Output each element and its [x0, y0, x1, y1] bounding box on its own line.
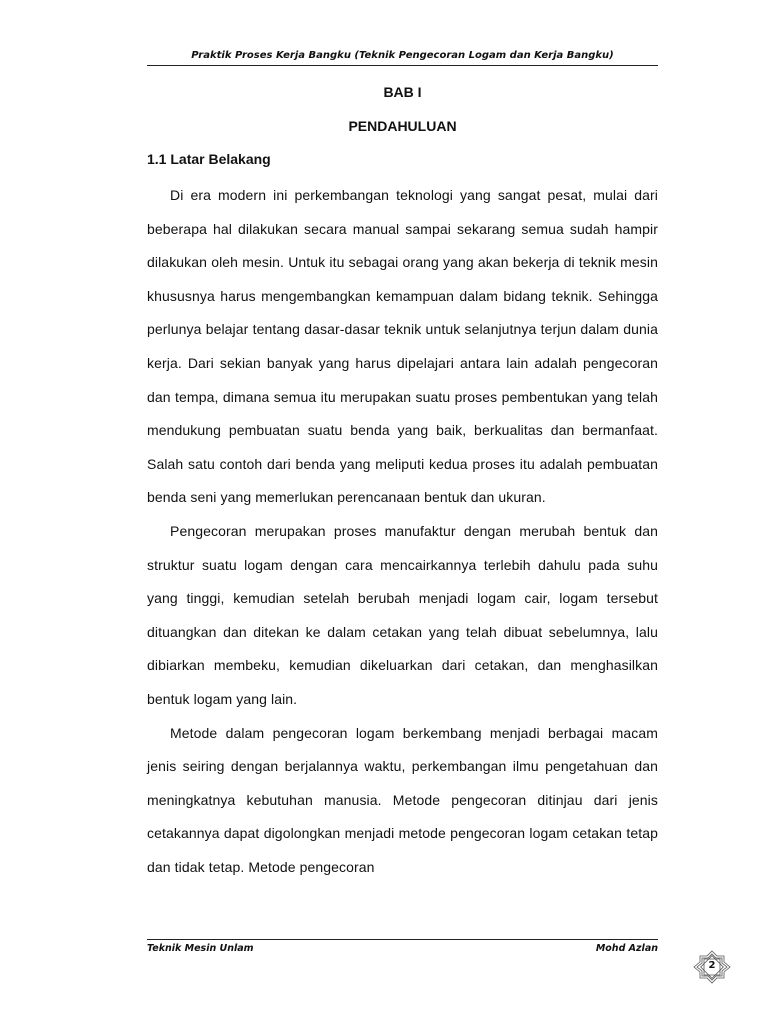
section-heading: 1.1 Latar Belakang — [147, 151, 271, 167]
paragraph-2: Pengecoran merupakan proses manufaktur dengan merubah bentuk dan struktur suatu logam dengan cara mencairkannya terlebih dahulu pada suhu yang tinggi, kemudian setelah berubah menjadi logam cair, logam tersebut dituangkan dan ditekan ke dalam cetakan yang telah dibuat sebelumnya, lalu dibiarkan membeku, kemudian dikeluarkan dari cetakan, dan menghasilkan bentuk logam yang lain. — [147, 522, 658, 707]
footer-right: Mohd Azlan — [595, 943, 658, 954]
running-header: Praktik Proses Kerja Bangku (Teknik Pengecoran Logam dan Kerja Bangku) — [147, 50, 658, 66]
chapter-title: PENDAHULUAN — [348, 118, 457, 134]
page-number-badge — [693, 950, 731, 984]
page-number: 2 — [708, 960, 716, 971]
footer-left: Teknik Mesin Unlam — [147, 943, 254, 954]
body-text — [147, 179, 658, 884]
chapter-label: BAB I — [383, 84, 422, 100]
paragraph-3: Metode dalam pengecoran logam berkembang menjadi berbagai macam jenis seiring dengan berjalannya waktu, perkembangan ilmu pengetahuan dan meningkatnya kebutuhan manusia. Metode pengecoran ditinjau dari jenis cetakannya dapat digolongkan menjadi metode pengecoran logam cetakan tetap dan tidak tetap. Metode pengecoran — [147, 724, 658, 875]
paragraph-1: Di era modern ini perkembangan teknologi yang sangat pesat, mulai dari beberapa hal dilakukan secara manual sampai sekarang semua sudah hampir dilakukan oleh mesin. Untuk itu sebagai orang yang akan bekerja di teknik mesin khususnya harus mengembangkan kemampuan dalam bidang teknik. Sehingga perlunya belajar tentang dasar-dasar teknik untuk selanjutnya terjun dalam dunia kerja. Dari sekian banyak yang harus dipelajari antara lain adalah pengecoran dan tempa, dimana semua itu merupakan suatu proses pembentukan yang telah mendukung pembuatan suatu benda yang baik, berkualitas dan bermanfaat. Salah satu contoh dari benda yang meliputi kedua proses itu adalah pembuatan benda seni yang memerlukan perencanaan bentuk dan ukuran. — [147, 187, 658, 506]
running-footer — [147, 939, 658, 954]
